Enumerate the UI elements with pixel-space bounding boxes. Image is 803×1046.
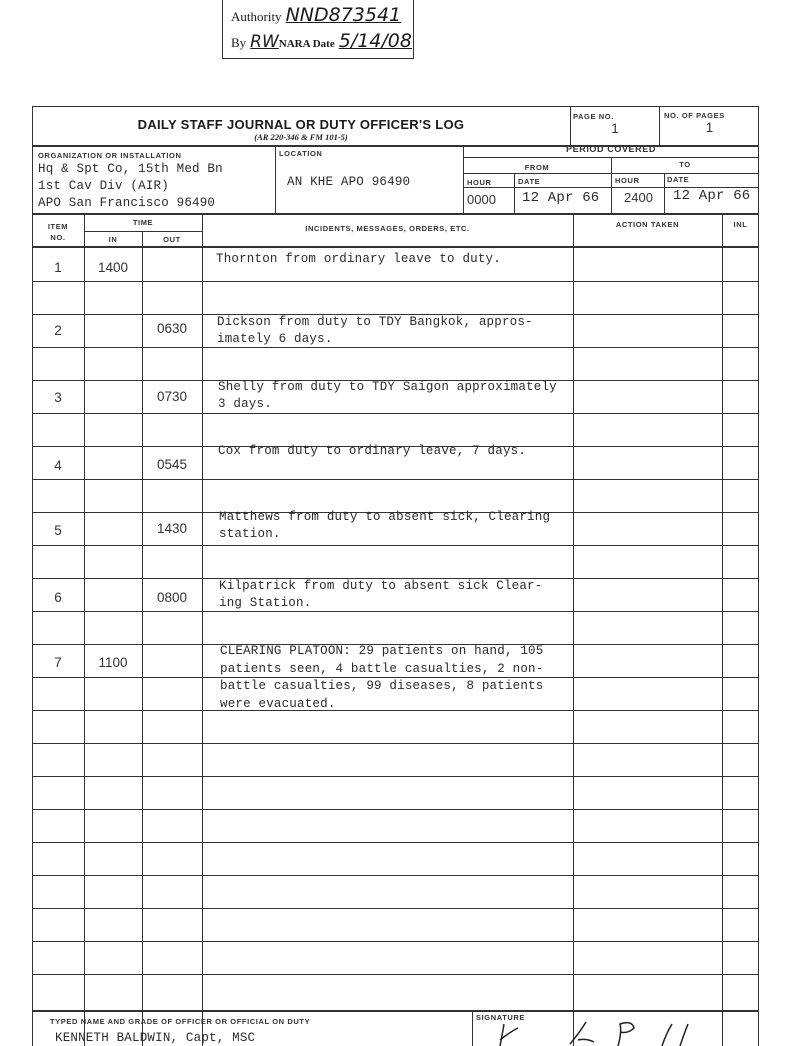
row-rule [32,875,759,876]
vline-item [84,213,85,1046]
stamp-date-value: 5/14/08 [338,30,412,52]
row-rule [32,941,759,942]
vline-in-out [142,231,143,1046]
entry-text [218,443,526,460]
action-taken-header: ACTION TAKEN [615,220,680,229]
nara-date-label: NARA Date [278,38,335,50]
vline-action [722,213,723,1046]
organization-line: Hq & Spt Co, 15th Med Bn [38,162,223,176]
vline-location [275,145,276,214]
footer-rule [32,1010,759,1012]
entry-item-no: 6 [54,590,62,605]
row-rule [32,974,759,975]
entry-item-no: 7 [54,655,62,670]
time-header: TIME [132,218,154,227]
location-label: LOCATION [279,149,323,158]
vline-incidents [573,213,574,1046]
row-rule [32,908,759,909]
from-hour-value: 0000 [467,192,496,207]
nara-authority-stamp [222,0,414,59]
entry-text [218,379,557,413]
num-pages-value: 1 [705,120,714,135]
handwritten-signature [490,1018,710,1046]
entry-item-no: 1 [54,260,62,275]
vline-to-hour [664,173,665,214]
rule-under-org [32,213,759,215]
entry-text [217,314,533,348]
entry-line: Shelly from duty to TDY Saigon approximately [218,380,557,394]
entry-line: station. [219,527,281,541]
row-rule [32,743,759,744]
authority-value: NND873541 [285,4,402,26]
entry-line: CLEARING PLATOON: 29 patients on hand, 105 [220,644,544,658]
entry-text [219,509,550,543]
form-title: DAILY STAFF JOURNAL OR DUTY OFFICER'S LOG [137,117,465,132]
vline-from-hour [514,173,515,214]
location-value: AN KHE APO 96490 [287,175,411,189]
to-date-label: DATE [667,175,690,184]
entry-item-no: 4 [54,458,62,473]
entry-time-out: 0630 [156,321,188,336]
entry-line: Thornton from ordinary leave to duty. [216,252,501,266]
typed-name-label: TYPED NAME AND GRADE OF OFFICER OR OFFICIAL ON DUTY [50,1017,311,1026]
entry-line: were evacuated. [220,696,336,711]
entry-time-in: 1100 [98,655,128,670]
entry-text [219,578,542,612]
page-no-label: PAGE NO. [573,112,614,121]
to-hour-label: HOUR [615,176,640,185]
authority-line [231,4,401,26]
time-in-header: IN [108,235,118,244]
vline-signature [472,1010,473,1046]
time-out-header: OUT [163,235,181,244]
vline-time [202,213,203,1046]
entry-item-no: 3 [54,390,62,405]
entry-time-out: 0545 [156,457,188,472]
entry-text [216,251,501,268]
entry-line: Matthews from duty to absent sick, Clearing [219,510,551,524]
row-rule [32,842,759,843]
inl-header: INL [733,220,748,229]
row-rule [32,809,759,810]
entry-line: Cox from duty to ordinary leave, 7 days. [218,444,527,458]
row-rule [32,776,759,777]
period-covered-label: PERIOD COVERED [566,144,656,154]
vline-period [463,145,464,214]
item-header: ITEM [47,222,69,231]
entry-time-out: 1430 [156,521,188,536]
to-label: TO [679,160,691,169]
num-pages-label: NO. OF PAGES [664,111,725,120]
page-no-value: 1 [611,121,619,136]
typed-name-value: KENNETH BALDWIN, Capt, MSC [55,1031,256,1045]
organization-line: APO San Francisco 96490 [38,196,216,210]
by-date-line [231,30,412,52]
entry-line: Dickson from duty to TDY Bangkok, appros- [217,315,533,329]
item-no-header: NO. [50,233,66,242]
rule-under-time [84,231,202,232]
from-date-value: 12 Apr 66 [522,190,600,206]
entry-time-in: 1400 [97,260,129,275]
incidents-header: INCIDENTS, MESSAGES, ORDERS, ETC. [305,224,470,233]
from-label: FROM [524,163,550,172]
entry-time-out: 0730 [156,389,188,404]
organization-value [38,161,223,212]
from-date-label: DATE [518,177,541,186]
row-rule [32,413,759,414]
to-date-value: 12 Apr 66 [673,188,751,204]
entry-item-no: 2 [54,323,62,338]
by-label: By [231,35,247,50]
authority-label: Authority [231,9,282,24]
organization-line: 1st Cav Div (AIR) [38,179,169,193]
entry-line: ing Station. [219,596,312,610]
entry-line: battle casualties, 99 diseases, 8 patients [220,679,544,693]
to-hour-value: 2400 [624,190,653,205]
organization-label: ORGANIZATION OR INSTALLATION [38,151,182,160]
entry-text [220,643,543,713]
entry-time-out: 0800 [156,590,188,605]
entry-line: 3 days. [218,397,272,411]
row-rule [32,479,759,480]
entry-item-no: 5 [54,523,62,538]
entry-line: Kilpatrick from duty to absent sick Clear- [219,579,543,593]
by-initials: RW [250,32,279,52]
signature-label: SIGNATURE [476,1013,526,1022]
row-rule [32,281,759,282]
form-regulation: (AR 220-346 & FM 101-5) [254,132,348,142]
entry-line: imately 6 days. [217,332,333,346]
row-rule [32,545,759,546]
from-hour-label: HOUR [467,178,492,187]
entry-line: patients seen, 4 battle casualties, 2 non- [220,661,544,676]
